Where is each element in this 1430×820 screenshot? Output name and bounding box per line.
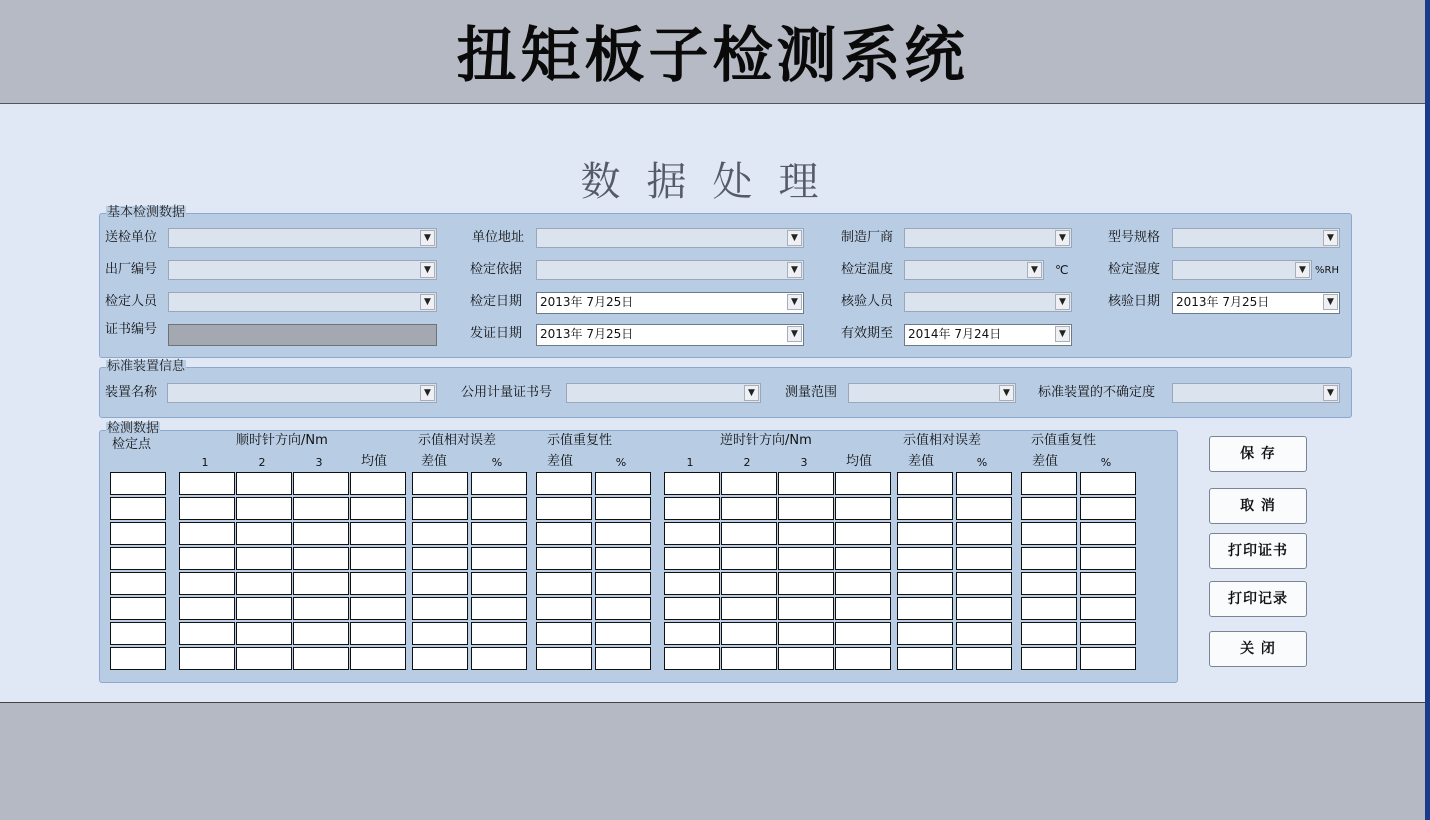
cell-cw-rep-pct-row-3[interactable] bbox=[595, 522, 651, 545]
cell-cw-3-row-5[interactable] bbox=[293, 572, 349, 595]
chevron-down-icon[interactable]: ▼ bbox=[787, 326, 802, 342]
cell-ccw-avg-row-8[interactable] bbox=[835, 647, 891, 670]
chevron-down-icon[interactable]: ▼ bbox=[1055, 230, 1070, 246]
cell-point-row-8[interactable] bbox=[110, 647, 166, 670]
chevron-down-icon[interactable]: ▼ bbox=[420, 385, 435, 401]
issue-date-picker[interactable]: 2013年 7月25日 ▼ bbox=[536, 324, 804, 346]
cell-cw-rep-diff-row-3[interactable] bbox=[536, 522, 592, 545]
field-label-valid-until: 有效期至 bbox=[841, 326, 894, 341]
cell-ccw-1-row-1[interactable] bbox=[664, 472, 720, 495]
cell-ccw-rep-pct-row-5[interactable] bbox=[1080, 572, 1136, 595]
field-label-humidity: 检定湿度 bbox=[1108, 262, 1161, 277]
cell-ccw-rep-diff-row-5[interactable] bbox=[1021, 572, 1077, 595]
humidity-unit: %RH bbox=[1315, 265, 1339, 276]
cell-cw-rep-diff-row-7[interactable] bbox=[536, 622, 592, 645]
ccw-direction-header: 逆时针方向/Nm bbox=[720, 433, 812, 448]
cell-ccw-rep-diff-row-4[interactable] bbox=[1021, 547, 1077, 570]
cell-ccw-1-row-3[interactable] bbox=[664, 522, 720, 545]
cell-ccw-2-row-2[interactable] bbox=[721, 497, 777, 520]
print-record-button[interactable]: 打印记录 bbox=[1209, 581, 1307, 617]
cell-ccw-2-row-1[interactable] bbox=[721, 472, 777, 495]
ccw-err-pct: % bbox=[976, 456, 988, 469]
cell-ccw-rep-pct-row-6[interactable] bbox=[1080, 597, 1136, 620]
cell-cw-2-row-2[interactable] bbox=[236, 497, 292, 520]
ccw-rel-error-header: 示值相对误差 bbox=[903, 433, 982, 448]
cell-cw-2-row-4[interactable] bbox=[236, 547, 292, 570]
detection-data-legend: 检测数据 bbox=[107, 421, 160, 436]
cell-cw-3-row-3[interactable] bbox=[293, 522, 349, 545]
cell-ccw-avg-row-2[interactable] bbox=[835, 497, 891, 520]
cw-direction-header: 顺时针方向/Nm bbox=[236, 433, 328, 448]
cell-ccw-avg-row-4[interactable] bbox=[835, 547, 891, 570]
cell-ccw-avg-row-6[interactable] bbox=[835, 597, 891, 620]
cell-ccw-err-diff-row-3[interactable] bbox=[897, 522, 953, 545]
cell-cw-1-row-7[interactable] bbox=[179, 622, 235, 645]
cell-cw-1-row-8[interactable] bbox=[179, 647, 235, 670]
cell-ccw-rep-pct-row-3[interactable] bbox=[1080, 522, 1136, 545]
cell-point-row-4[interactable] bbox=[110, 547, 166, 570]
cell-ccw-rep-diff-row-3[interactable] bbox=[1021, 522, 1077, 545]
cw-sub-3: 3 bbox=[315, 456, 323, 469]
field-label-check-date: 核验日期 bbox=[1108, 294, 1161, 309]
serial-number-combo[interactable] bbox=[168, 260, 437, 280]
checker-combo[interactable] bbox=[904, 292, 1072, 312]
cw-rel-error-header: 示值相对误差 bbox=[418, 433, 497, 448]
cell-ccw-err-pct-row-6[interactable] bbox=[956, 597, 1012, 620]
field-label-cert-no: 证书编号 bbox=[105, 322, 158, 337]
cell-ccw-1-row-2[interactable] bbox=[664, 497, 720, 520]
client-unit-combo[interactable] bbox=[168, 228, 437, 248]
verification-basis-combo[interactable] bbox=[536, 260, 804, 280]
cell-cw-err-diff-row-2[interactable] bbox=[412, 497, 468, 520]
cell-ccw-3-row-5[interactable] bbox=[778, 572, 834, 595]
cell-ccw-2-row-6[interactable] bbox=[721, 597, 777, 620]
ccw-sub-1: 1 bbox=[686, 456, 694, 469]
cell-ccw-2-row-8[interactable] bbox=[721, 647, 777, 670]
cell-ccw-rep-diff-row-7[interactable] bbox=[1021, 622, 1077, 645]
field-label-temp: 检定温度 bbox=[841, 262, 894, 277]
cw-rep-diff: 差值 bbox=[546, 454, 573, 469]
cell-cw-err-pct-row-8[interactable] bbox=[471, 647, 527, 670]
cell-ccw-3-row-6[interactable] bbox=[778, 597, 834, 620]
cell-point-row-6[interactable] bbox=[110, 597, 166, 620]
field-label-basis: 检定依据 bbox=[470, 262, 523, 277]
cell-cw-err-pct-row-1[interactable] bbox=[471, 472, 527, 495]
cell-cw-avg-row-1[interactable] bbox=[350, 472, 406, 495]
cell-cw-2-row-3[interactable] bbox=[236, 522, 292, 545]
cell-cw-3-row-7[interactable] bbox=[293, 622, 349, 645]
cell-cw-rep-diff-row-5[interactable] bbox=[536, 572, 592, 595]
chevron-down-icon[interactable]: ▼ bbox=[1323, 294, 1338, 310]
cell-cw-avg-row-3[interactable] bbox=[350, 522, 406, 545]
field-label-verifier: 检定人员 bbox=[105, 294, 158, 309]
cell-cw-err-diff-row-1[interactable] bbox=[412, 472, 468, 495]
chevron-down-icon[interactable]: ▼ bbox=[999, 385, 1014, 401]
close-button[interactable]: 关 闭 bbox=[1209, 631, 1307, 667]
page-title: 数据处理 bbox=[580, 159, 845, 205]
cell-cw-rep-pct-row-8[interactable] bbox=[595, 647, 651, 670]
cell-cw-3-row-8[interactable] bbox=[293, 647, 349, 670]
cw-err-diff: 差值 bbox=[420, 454, 447, 469]
cell-cw-rep-pct-row-2[interactable] bbox=[595, 497, 651, 520]
print-certificate-button[interactable]: 打印证书 bbox=[1209, 533, 1307, 569]
check-date-picker[interactable]: 2013年 7月25日 ▼ bbox=[1172, 292, 1340, 314]
cell-cw-1-row-2[interactable] bbox=[179, 497, 235, 520]
cell-cw-rep-pct-row-1[interactable] bbox=[595, 472, 651, 495]
cell-ccw-rep-diff-row-1[interactable] bbox=[1021, 472, 1077, 495]
certificate-number-field[interactable] bbox=[168, 324, 437, 346]
chevron-down-icon[interactable]: ▼ bbox=[744, 385, 759, 401]
cell-cw-err-pct-row-2[interactable] bbox=[471, 497, 527, 520]
cell-cw-err-pct-row-6[interactable] bbox=[471, 597, 527, 620]
unit-address-combo[interactable] bbox=[536, 228, 804, 248]
cell-cw-2-row-1[interactable] bbox=[236, 472, 292, 495]
chevron-down-icon[interactable]: ▼ bbox=[787, 262, 802, 278]
basic-data-legend: 基本检测数据 bbox=[107, 205, 186, 220]
ccw-sub-avg: 均值 bbox=[845, 454, 872, 469]
ccw-sub-3: 3 bbox=[800, 456, 808, 469]
cell-cw-2-row-6[interactable] bbox=[236, 597, 292, 620]
cell-point-row-3[interactable] bbox=[110, 522, 166, 545]
cw-err-pct: % bbox=[491, 456, 503, 469]
cell-cw-rep-diff-row-8[interactable] bbox=[536, 647, 592, 670]
cell-point-row-1[interactable] bbox=[110, 472, 166, 495]
cell-cw-2-row-7[interactable] bbox=[236, 622, 292, 645]
cell-cw-rep-pct-row-7[interactable] bbox=[595, 622, 651, 645]
cell-ccw-avg-row-5[interactable] bbox=[835, 572, 891, 595]
cell-ccw-rep-diff-row-2[interactable] bbox=[1021, 497, 1077, 520]
cw-repeat-header: 示值重复性 bbox=[547, 433, 613, 448]
cw-sub-1: 1 bbox=[201, 456, 209, 469]
field-label-serial: 出厂编号 bbox=[105, 262, 158, 277]
ccw-rep-diff: 差值 bbox=[1031, 454, 1058, 469]
cell-ccw-err-pct-row-7[interactable] bbox=[956, 622, 1012, 645]
cell-cw-rep-diff-row-2[interactable] bbox=[536, 497, 592, 520]
ccw-err-diff: 差值 bbox=[907, 454, 934, 469]
cell-cw-err-pct-row-3[interactable] bbox=[471, 522, 527, 545]
standard-device-legend: 标准装置信息 bbox=[107, 359, 186, 374]
temperature-combo[interactable] bbox=[904, 260, 1044, 280]
cell-cw-1-row-5[interactable] bbox=[179, 572, 235, 595]
cell-cw-1-row-4[interactable] bbox=[179, 547, 235, 570]
cell-ccw-2-row-7[interactable] bbox=[721, 622, 777, 645]
field-label-device-name: 装置名称 bbox=[105, 385, 158, 400]
cell-ccw-rep-diff-row-6[interactable] bbox=[1021, 597, 1077, 620]
cell-ccw-2-row-5[interactable] bbox=[721, 572, 777, 595]
cell-ccw-err-diff-row-4[interactable] bbox=[897, 547, 953, 570]
cell-ccw-err-diff-row-7[interactable] bbox=[897, 622, 953, 645]
field-label-address: 单位地址 bbox=[472, 230, 525, 245]
cell-cw-avg-row-7[interactable] bbox=[350, 622, 406, 645]
chevron-down-icon[interactable]: ▼ bbox=[787, 230, 802, 246]
chevron-down-icon[interactable]: ▼ bbox=[787, 294, 802, 310]
cell-ccw-3-row-4[interactable] bbox=[778, 547, 834, 570]
cell-cw-avg-row-4[interactable] bbox=[350, 547, 406, 570]
cell-cw-3-row-4[interactable] bbox=[293, 547, 349, 570]
cell-cw-avg-row-5[interactable] bbox=[350, 572, 406, 595]
ccw-rep-pct: % bbox=[1100, 456, 1112, 469]
humidity-combo[interactable] bbox=[1172, 260, 1312, 280]
cell-ccw-rep-pct-row-7[interactable] bbox=[1080, 622, 1136, 645]
cell-cw-err-diff-row-3[interactable] bbox=[412, 522, 468, 545]
point-column-header: 检定点 bbox=[112, 437, 152, 452]
cell-ccw-rep-diff-row-8[interactable] bbox=[1021, 647, 1077, 670]
cell-ccw-rep-pct-row-2[interactable] bbox=[1080, 497, 1136, 520]
cell-cw-3-row-2[interactable] bbox=[293, 497, 349, 520]
temperature-unit: ℃ bbox=[1055, 263, 1069, 277]
cell-point-row-5[interactable] bbox=[110, 572, 166, 595]
field-label-public-cert: 公用计量证书号 bbox=[461, 385, 553, 400]
cell-ccw-3-row-3[interactable] bbox=[778, 522, 834, 545]
field-label-uncertainty: 标准装置的不确定度 bbox=[1038, 385, 1156, 400]
cell-ccw-err-pct-row-2[interactable] bbox=[956, 497, 1012, 520]
chevron-down-icon[interactable]: ▼ bbox=[1055, 294, 1070, 310]
cell-ccw-err-pct-row-1[interactable] bbox=[956, 472, 1012, 495]
chevron-down-icon[interactable]: ▼ bbox=[1323, 385, 1338, 401]
cell-ccw-err-pct-row-4[interactable] bbox=[956, 547, 1012, 570]
window-edge bbox=[1425, 0, 1430, 820]
cell-ccw-2-row-4[interactable] bbox=[721, 547, 777, 570]
verify-date-picker[interactable]: 2013年 7月25日 ▼ bbox=[536, 292, 804, 314]
cell-cw-rep-diff-row-4[interactable] bbox=[536, 547, 592, 570]
manufacturer-combo[interactable] bbox=[904, 228, 1072, 248]
cell-cw-3-row-1[interactable] bbox=[293, 472, 349, 495]
cell-ccw-rep-pct-row-4[interactable] bbox=[1080, 547, 1136, 570]
app-title: 扭矩板子检测系统 bbox=[456, 21, 969, 91]
chevron-down-icon[interactable]: ▼ bbox=[1027, 262, 1042, 278]
cell-ccw-avg-row-3[interactable] bbox=[835, 522, 891, 545]
cell-cw-rep-diff-row-1[interactable] bbox=[536, 472, 592, 495]
cell-ccw-3-row-8[interactable] bbox=[778, 647, 834, 670]
cell-cw-err-pct-row-7[interactable] bbox=[471, 622, 527, 645]
cell-cw-1-row-6[interactable] bbox=[179, 597, 235, 620]
cell-cw-err-pct-row-4[interactable] bbox=[471, 547, 527, 570]
cell-point-row-2[interactable] bbox=[110, 497, 166, 520]
cell-cw-avg-row-8[interactable] bbox=[350, 647, 406, 670]
cell-ccw-3-row-7[interactable] bbox=[778, 622, 834, 645]
cell-cw-1-row-3[interactable] bbox=[179, 522, 235, 545]
cell-cw-avg-row-2[interactable] bbox=[350, 497, 406, 520]
valid-until-picker[interactable]: 2014年 7月24日 ▼ bbox=[904, 324, 1072, 346]
cell-ccw-err-diff-row-2[interactable] bbox=[897, 497, 953, 520]
cell-ccw-1-row-5[interactable] bbox=[664, 572, 720, 595]
cw-sub-avg: 均值 bbox=[360, 454, 387, 469]
cell-cw-err-diff-row-5[interactable] bbox=[412, 572, 468, 595]
cell-ccw-err-pct-row-8[interactable] bbox=[956, 647, 1012, 670]
cell-ccw-3-row-1[interactable] bbox=[778, 472, 834, 495]
uncertainty-combo[interactable] bbox=[1172, 383, 1340, 403]
bottom-area bbox=[0, 703, 1425, 820]
cell-cw-err-diff-row-6[interactable] bbox=[412, 597, 468, 620]
field-label-range: 测量范围 bbox=[785, 385, 838, 400]
cell-cw-err-pct-row-5[interactable] bbox=[471, 572, 527, 595]
cell-cw-1-row-1[interactable] bbox=[179, 472, 235, 495]
chevron-down-icon[interactable]: ▼ bbox=[1295, 262, 1310, 278]
field-label-client: 送检单位 bbox=[105, 230, 158, 245]
cell-cw-3-row-6[interactable] bbox=[293, 597, 349, 620]
cell-ccw-rep-pct-row-8[interactable] bbox=[1080, 647, 1136, 670]
chevron-down-icon[interactable]: ▼ bbox=[1055, 326, 1070, 342]
ccw-repeat-header: 示值重复性 bbox=[1031, 433, 1097, 448]
chevron-down-icon[interactable]: ▼ bbox=[420, 294, 435, 310]
chevron-down-icon[interactable]: ▼ bbox=[1323, 230, 1338, 246]
cell-ccw-rep-pct-row-1[interactable] bbox=[1080, 472, 1136, 495]
cell-cw-avg-row-6[interactable] bbox=[350, 597, 406, 620]
cancel-button[interactable]: 取 消 bbox=[1209, 488, 1307, 524]
cw-sub-2: 2 bbox=[258, 456, 266, 469]
field-label-model: 型号规格 bbox=[1108, 230, 1161, 245]
cell-cw-rep-diff-row-6[interactable] bbox=[536, 597, 592, 620]
field-label-issue-date: 发证日期 bbox=[470, 326, 523, 341]
cell-ccw-err-diff-row-1[interactable] bbox=[897, 472, 953, 495]
cell-ccw-err-pct-row-5[interactable] bbox=[956, 572, 1012, 595]
cell-cw-err-diff-row-4[interactable] bbox=[412, 547, 468, 570]
cell-ccw-1-row-8[interactable] bbox=[664, 647, 720, 670]
field-label-verify-date: 检定日期 bbox=[470, 294, 523, 309]
public-cert-combo[interactable] bbox=[566, 383, 761, 403]
cell-ccw-1-row-4[interactable] bbox=[664, 547, 720, 570]
save-button[interactable]: 保 存 bbox=[1209, 436, 1307, 472]
cell-ccw-err-diff-row-8[interactable] bbox=[897, 647, 953, 670]
cell-point-row-7[interactable] bbox=[110, 622, 166, 645]
cell-ccw-avg-row-1[interactable] bbox=[835, 472, 891, 495]
cw-rep-pct: % bbox=[615, 456, 627, 469]
field-label-manufacturer: 制造厂商 bbox=[841, 230, 894, 245]
cell-ccw-err-diff-row-5[interactable] bbox=[897, 572, 953, 595]
cell-cw-2-row-8[interactable] bbox=[236, 647, 292, 670]
field-label-checker: 核验人员 bbox=[841, 294, 894, 309]
cell-cw-err-diff-row-8[interactable] bbox=[412, 647, 468, 670]
measure-range-combo[interactable] bbox=[848, 383, 1016, 403]
chevron-down-icon[interactable]: ▼ bbox=[420, 230, 435, 246]
cell-ccw-avg-row-7[interactable] bbox=[835, 622, 891, 645]
cell-cw-rep-pct-row-4[interactable] bbox=[595, 547, 651, 570]
model-spec-combo[interactable] bbox=[1172, 228, 1340, 248]
cell-ccw-err-pct-row-3[interactable] bbox=[956, 522, 1012, 545]
verifier-combo[interactable] bbox=[168, 292, 437, 312]
cell-ccw-3-row-2[interactable] bbox=[778, 497, 834, 520]
cell-ccw-1-row-7[interactable] bbox=[664, 622, 720, 645]
cell-cw-rep-pct-row-5[interactable] bbox=[595, 572, 651, 595]
cell-ccw-err-diff-row-6[interactable] bbox=[897, 597, 953, 620]
cell-cw-rep-pct-row-6[interactable] bbox=[595, 597, 651, 620]
device-name-combo[interactable] bbox=[167, 383, 437, 403]
cell-cw-err-diff-row-7[interactable] bbox=[412, 622, 468, 645]
ccw-sub-2: 2 bbox=[743, 456, 751, 469]
cell-ccw-1-row-6[interactable] bbox=[664, 597, 720, 620]
chevron-down-icon[interactable]: ▼ bbox=[420, 262, 435, 278]
cell-cw-2-row-5[interactable] bbox=[236, 572, 292, 595]
cell-ccw-2-row-3[interactable] bbox=[721, 522, 777, 545]
